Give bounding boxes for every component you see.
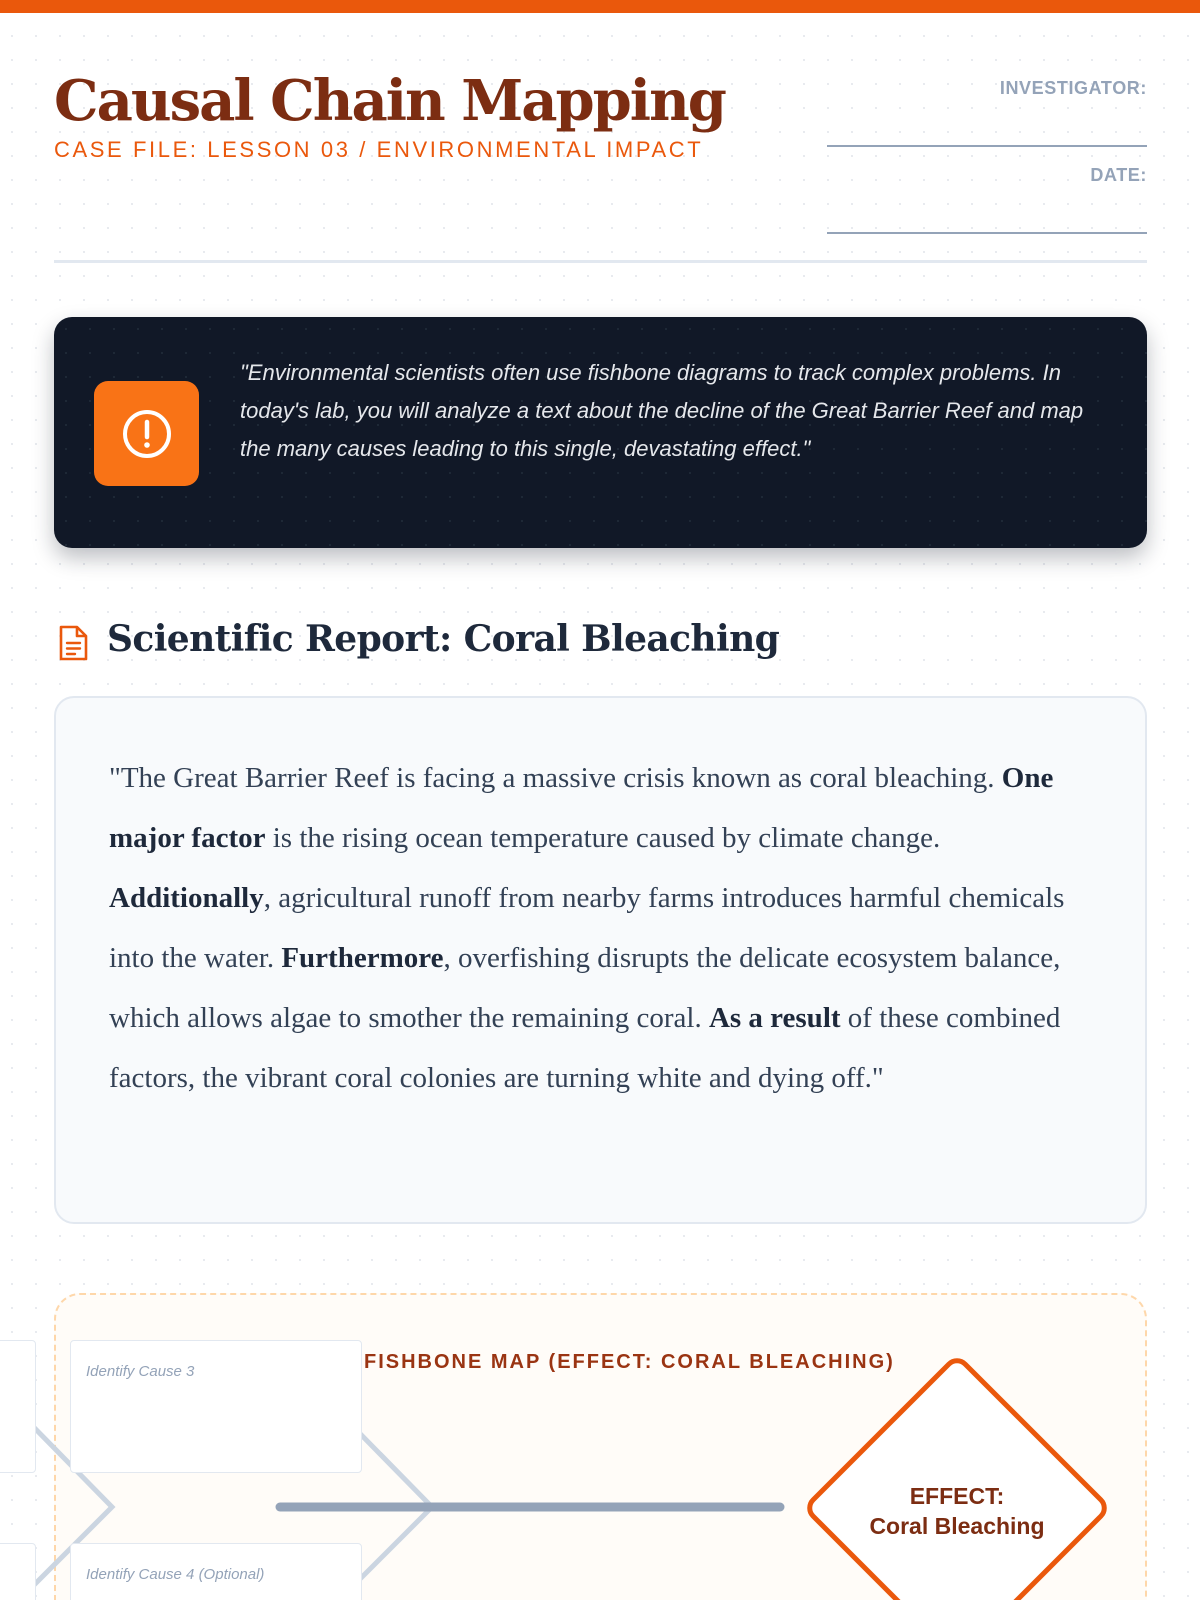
cause-box-partial-bottom[interactable] <box>0 1543 36 1600</box>
investigator-label: INVESTIGATOR: <box>999 78 1147 98</box>
cause-3-box[interactable] <box>70 1340 362 1473</box>
effect-value: Coral Bleaching <box>869 1513 1045 1539</box>
effect-label: EFFECT: <box>909 1483 1005 1509</box>
cause-4-box[interactable] <box>70 1543 362 1600</box>
effect-diamond <box>801 1352 1112 1600</box>
effect-node <box>775 1326 1139 1600</box>
report-heading: Scientific Report: Coral Bleaching <box>107 618 780 660</box>
effect-text <box>775 1481 1139 1541</box>
fishbone-map-title: FISHBONE MAP (EFFECT: CORAL BLEACHING) <box>364 1351 895 1373</box>
callout-text: "Environmental scientists often use fishbone diagrams to track complex problems. In today's lab, you will analyze a text about the decline of the Great Barrier Reef and map the many causes leading to this single, devastating effect." <box>240 360 1084 461</box>
transition-furthermore: Furthermore <box>281 942 444 974</box>
transition-as-a-result: As a result <box>708 1002 841 1034</box>
cause-3-placeholder: Identify Cause 3 <box>86 1363 195 1380</box>
report-text: "The Great Barrier Reef is facing a massive crisis known as coral bleaching. One major factor is the rising ocean temperature caused by climate change. Additionally, agricultural runoff from nearby farms introduces harmful chemicals into the water. Furthermore, overfishing disrupts the delicate ecosystem balance, which allows algae to smother the remaining coral. As a result of these combined factors, the vibrant coral colonies are turning white and dying off." <box>109 762 1065 1094</box>
date-label: DATE: <box>1090 165 1147 185</box>
transition-additionally: Additionally <box>109 882 264 914</box>
cause-box-partial-top[interactable] <box>0 1340 36 1473</box>
case-file-subtitle: CASE FILE: LESSON 03 / ENVIRONMENTAL IMPACT <box>54 137 704 162</box>
transition-one-major-factor: One major factor <box>109 762 1054 854</box>
cause-4-placeholder: Identify Cause 4 (Optional) <box>86 1566 265 1583</box>
page-title: Causal Chain Mapping <box>54 68 725 134</box>
